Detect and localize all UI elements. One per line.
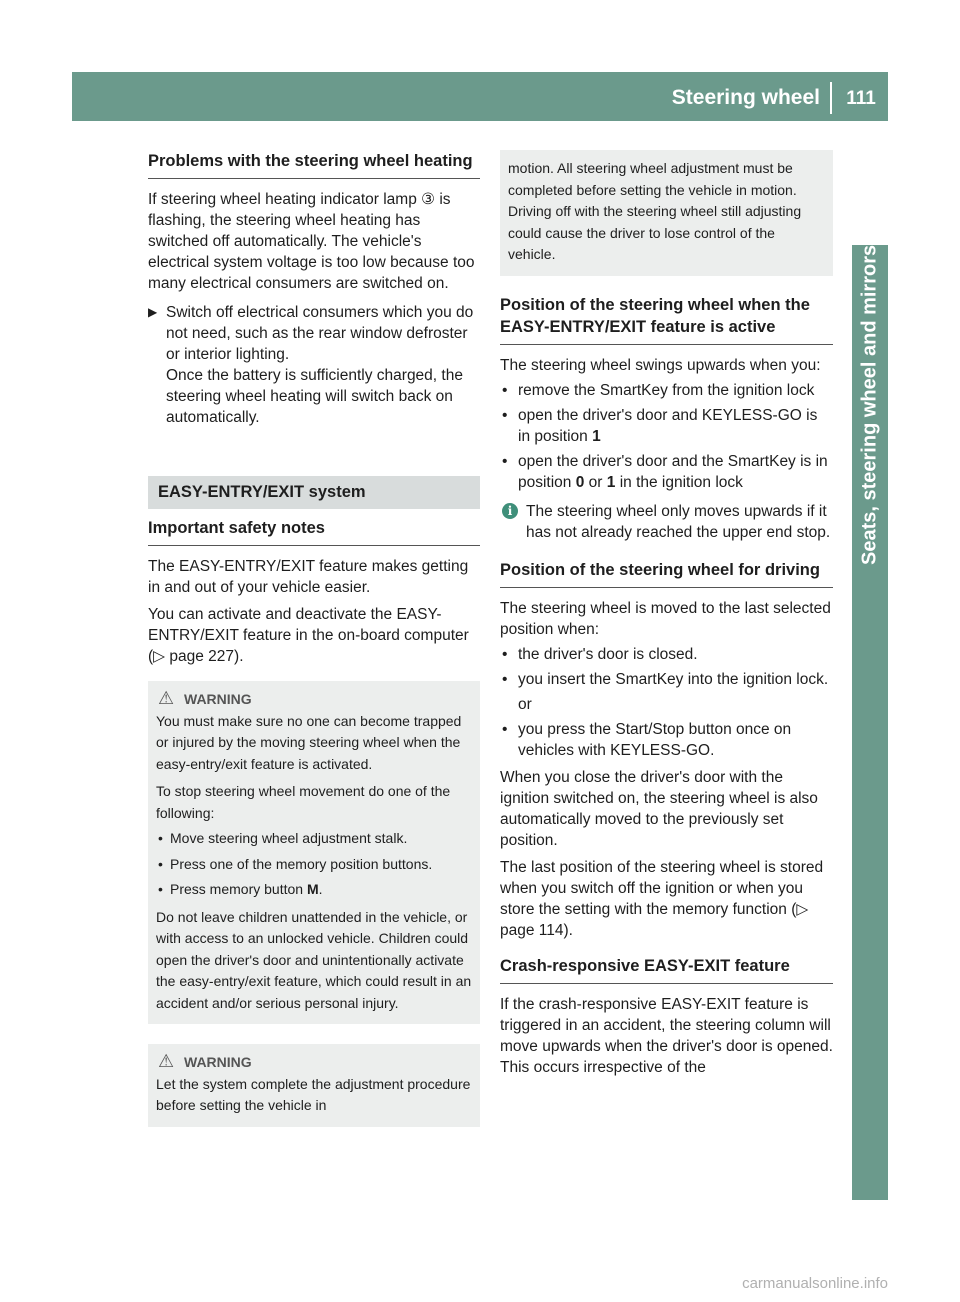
- page-number: 111: [846, 88, 876, 109]
- list-item: • Press memory button M.: [158, 881, 323, 897]
- warning-box-1: [148, 681, 480, 1024]
- header-separator: [830, 82, 832, 114]
- list-item: • you insert the SmartKey into the ignition lock.: [502, 670, 829, 688]
- list-item: • remove the SmartKey from the ignition lock: [502, 381, 815, 399]
- warning-box-2: [148, 1044, 480, 1127]
- section-title: EASY-ENTRY/EXIT system: [148, 476, 480, 509]
- heading-driving: Position of the steering wheel for driving: [500, 559, 833, 588]
- arrow-icon: ▶: [148, 305, 158, 319]
- paragraph-moved: The steering wheel is moved to the last selected position when:: [500, 599, 831, 638]
- warning-text: Let the system complete the adjustment procedure before setting the vehicle in: [156, 1075, 471, 1113]
- warning-box-2-continued: [500, 150, 833, 276]
- left-column: [148, 150, 480, 1127]
- paragraph-last-position: The last position of the steering wheel is stored when you switch off the ignition or when you store the setting with the memory function (▷ page 114).: [500, 858, 824, 939]
- paragraph-close: When you close the driver's door with the ignition switched on, the steering wheel is also automatically moved to the previously set position.: [500, 768, 818, 849]
- header-bar: [72, 72, 888, 121]
- heading-problems: Problems with the steering wheel heating: [148, 150, 480, 179]
- side-tab-label: Seats, steering wheel and mirrors: [858, 245, 881, 566]
- warning-icon: ⚠: [158, 1051, 175, 1071]
- or-text: or: [518, 695, 532, 713]
- list-item: • you press the Start/Stop button once on vehicles with KEYLESS-GO.: [502, 720, 792, 759]
- paragraph-swings: The steering wheel swings upwards when you:: [500, 356, 821, 374]
- paragraph-problems: If steering wheel heating indicator lamp ③ is flashing, the steering wheel heating has switched off automatically. The vehicle's electrical system voltage is too low because too many electrical consumers are switched on.: [148, 191, 475, 292]
- list-item: • the driver's door is closed.: [502, 645, 698, 663]
- step-result: Once the battery is sufficiently charged, the steering wheel heating will switch back on automatically.: [166, 367, 463, 426]
- warning-text: To stop steering wheel movement do one of the following:: [156, 783, 451, 821]
- list-item: • open the driver's door and the SmartKey is in position 0 or 1 in the ignition lock: [502, 452, 828, 491]
- action-step: ▶ Switch off electrical consumers which you do not need, such as the rear window defroster or interior lighting. Once the battery is sufficiently charged, the steering wheel heating will switch back on automatically.: [148, 304, 474, 426]
- paragraph-safety-1: The EASY-ENTRY/EXIT feature makes getting in and out of your vehicle easier.: [148, 558, 469, 596]
- watermark: carmanualsonline.info: [742, 1275, 888, 1292]
- heading-safety: Important safety notes: [148, 517, 480, 546]
- list-item: • Move steering wheel adjustment stalk.: [158, 830, 408, 846]
- list-item: • Press one of the memory position buttons.: [158, 855, 433, 872]
- warning-text: Do not leave children unattended in the vehicle, or with access to an unlocked vehicle. Children could open the driver's door and unintentionally activate the easy-entry/exit feature, which could result in an accident and/or serious personal injury.: [156, 908, 472, 1011]
- warning-icon: ⚠: [158, 688, 175, 708]
- warning-text: You must make sure no one can become trapped or injured by the moving steering wheel when the easy-entry/exit feature is activated.: [156, 712, 462, 772]
- info-note: i The steering wheel only moves upwards if it has not already reached the upper end stop.: [500, 501, 833, 543]
- warning-heading: ⚠ WARNING: [158, 1051, 252, 1071]
- heading-crash: Crash-responsive EASY-EXIT feature: [500, 955, 833, 984]
- paragraph-crash: If the crash-responsive EASY-EXIT feature is triggered in an accident, the steering column will move upwards when the driver's door is opened. This occurs irrespective of the: [500, 995, 833, 1076]
- info-icon: i: [502, 503, 518, 519]
- paragraph-safety-2: You can activate and deactivate the EASY-ENTRY/EXIT feature in the on-board computer (▷ page 227).: [148, 606, 469, 665]
- list-item: • open the driver's door and KEYLESS-GO is in position 1: [502, 406, 818, 445]
- warning-text: motion. All steering wheel adjustment must be completed before setting the vehicle in motion. Driving off with the steering wheel still adjusting could cause the driver to lose control of the vehicle.: [508, 160, 802, 262]
- header-title: Steering wheel: [671, 86, 820, 109]
- right-column: [500, 150, 833, 1078]
- warning-heading: ⚠ WARNING: [158, 688, 252, 708]
- heading-easy-active: Position of the steering wheel when the EASY-ENTRY/EXIT feature is active: [500, 294, 833, 345]
